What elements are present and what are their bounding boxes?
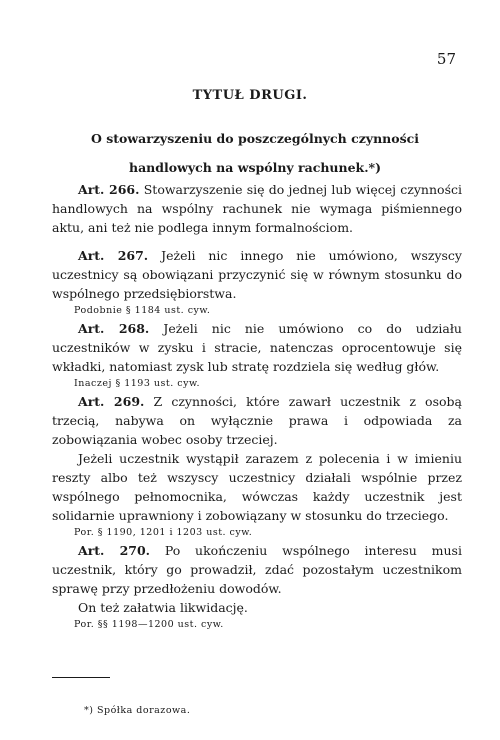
article-266: [52, 180, 462, 237]
article-text: Jeżeli nic innego nie umówiono, wszyscy uczestnicy są obowiązani przyczynić się w równym stosunku do wspólnego przedsiębiorstwa.: [52, 248, 462, 301]
page-number: 57: [436, 50, 456, 68]
article-reference: Por. § 1190, 1201 i 1203 ust. cyw.: [74, 527, 253, 538]
article-paragraph: Jeżeli uczestnik wystąpił zarazem z polecenia i w imieniu reszty albo też wszyscy uczestnicy działali wspólnie przez wspólnego pełnomocnika, wówczas każdy uczestnik jest solidarnie uprawniony i zobowiązany w stosunku do trzeciego.: [52, 451, 462, 523]
article-text: Po ukończeniu wspólnego interesu musi uczestnik, który go prowadził, zdać pozostałym uczestnikom sprawę przy przedłożeniu dowodów.: [52, 543, 462, 596]
article-268: [52, 319, 462, 376]
footnote-divider: [52, 677, 110, 678]
article-number: Art. 267.: [78, 248, 149, 263]
article-reference: Por. §§ 1198—1200 ust. cyw.: [74, 619, 224, 630]
article-number: Art. 268.: [78, 321, 150, 336]
chapter-title: TYTUŁ DRUGI.: [192, 88, 308, 103]
article-text: Jeżeli nic nie umówiono co do udziału uczestników w zysku i stracie, natenczas oprocentowuje się wkładki, natomiast zysk lub stratę rozdziela się według głów.: [52, 321, 462, 374]
article-list: [52, 180, 462, 633]
article-270: [52, 541, 462, 598]
article-number: Art. 270.: [78, 543, 151, 558]
article-text: Z czynności, które zawarł uczestnik z osobą trzecią, nabywa on wyłącznie prawa i odpowiada za zobowiązania wobec osoby trzeciej.: [52, 394, 462, 447]
article-269: [52, 392, 462, 449]
article-number: Art. 266.: [78, 182, 140, 197]
chapter-subtitle: O stowarzyszeniu do poszczególnych czynności handlowych na wspólny rachunek.*): [91, 131, 419, 175]
article-reference: Inaczej § 1193 ust. cyw.: [74, 378, 200, 389]
article-text: Stowarzyszenie się do jednej lub więcej czynności handlowych na wspólny rachunek nie wymaga piśmiennego aktu, ani też nie podlega innym formalnościom.: [52, 182, 462, 235]
article-number: Art. 269.: [78, 394, 145, 409]
article-paragraph: On też załatwia likwidację.: [78, 600, 248, 615]
article-reference: Podobnie § 1184 ust. cyw.: [74, 305, 211, 316]
article-267: [52, 246, 462, 303]
footnote: *) Spółka dorazowa.: [84, 705, 191, 716]
